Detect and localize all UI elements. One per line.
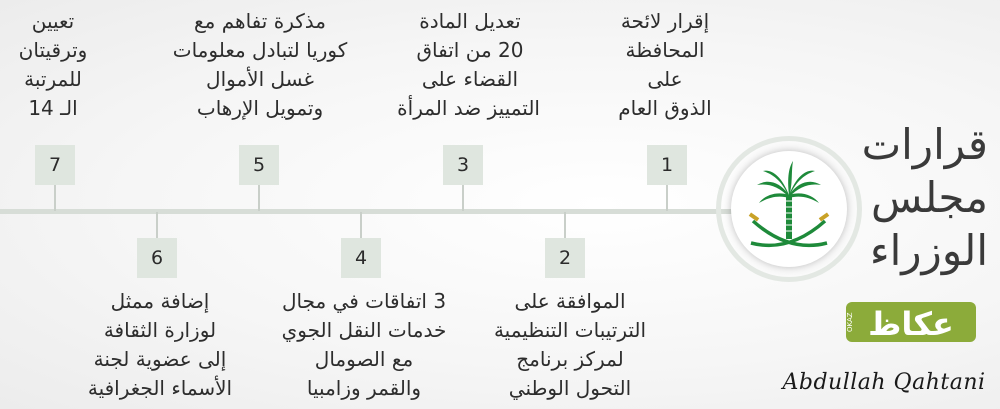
saudi-emblem-icon	[731, 151, 847, 267]
decision-text: تعيين وترقيتان للمرتبة الـ 14	[18, 9, 88, 120]
connector	[564, 212, 566, 238]
okaz-logo	[838, 292, 988, 362]
decision-number: 1	[647, 145, 687, 185]
logo-small-text: OKAZ	[846, 312, 854, 332]
connector	[360, 212, 362, 238]
timeline-line	[0, 209, 760, 214]
decision-text: الموافقة على الترتيبات التنظيمية لمركز برنامج التحول الوطني	[493, 289, 647, 400]
artist-signature: Abdullah Qahtani	[782, 370, 986, 395]
connector	[54, 185, 56, 211]
connector	[666, 185, 668, 211]
connector	[462, 185, 464, 211]
decision-text: 3 اتفاقات في مجال خدمات النقل الجوي مع الصومال والقمر وزامبيا	[281, 289, 447, 400]
decision-text: إقرار لائحة المحافظة على الذوق العام	[618, 9, 712, 120]
decision-number: 4	[341, 238, 381, 278]
logo-text: عكاظ	[868, 305, 954, 343]
decision-text: تعديل المادة 20 من اتفاق القضاء على التمييز ضد المرأة	[397, 9, 540, 120]
decision-number: 2	[545, 238, 585, 278]
decision-number: 3	[443, 145, 483, 185]
decision-number: 6	[137, 238, 177, 278]
decision-text: إضافة ممثل لوزارة الثقافة إلى عضوية لجنة الأسماء الجغرافية	[87, 289, 233, 400]
connector	[258, 185, 260, 211]
page-title: قرارات مجلس الوزراء	[861, 120, 988, 275]
decision-text: مذكرة تفاهم مع كوريا لتبادل معلومات غسل الأموال وتمويل الإرهاب	[172, 9, 348, 120]
decision-number: 7	[35, 145, 75, 185]
decision-number: 5	[239, 145, 279, 185]
connector	[156, 212, 158, 238]
